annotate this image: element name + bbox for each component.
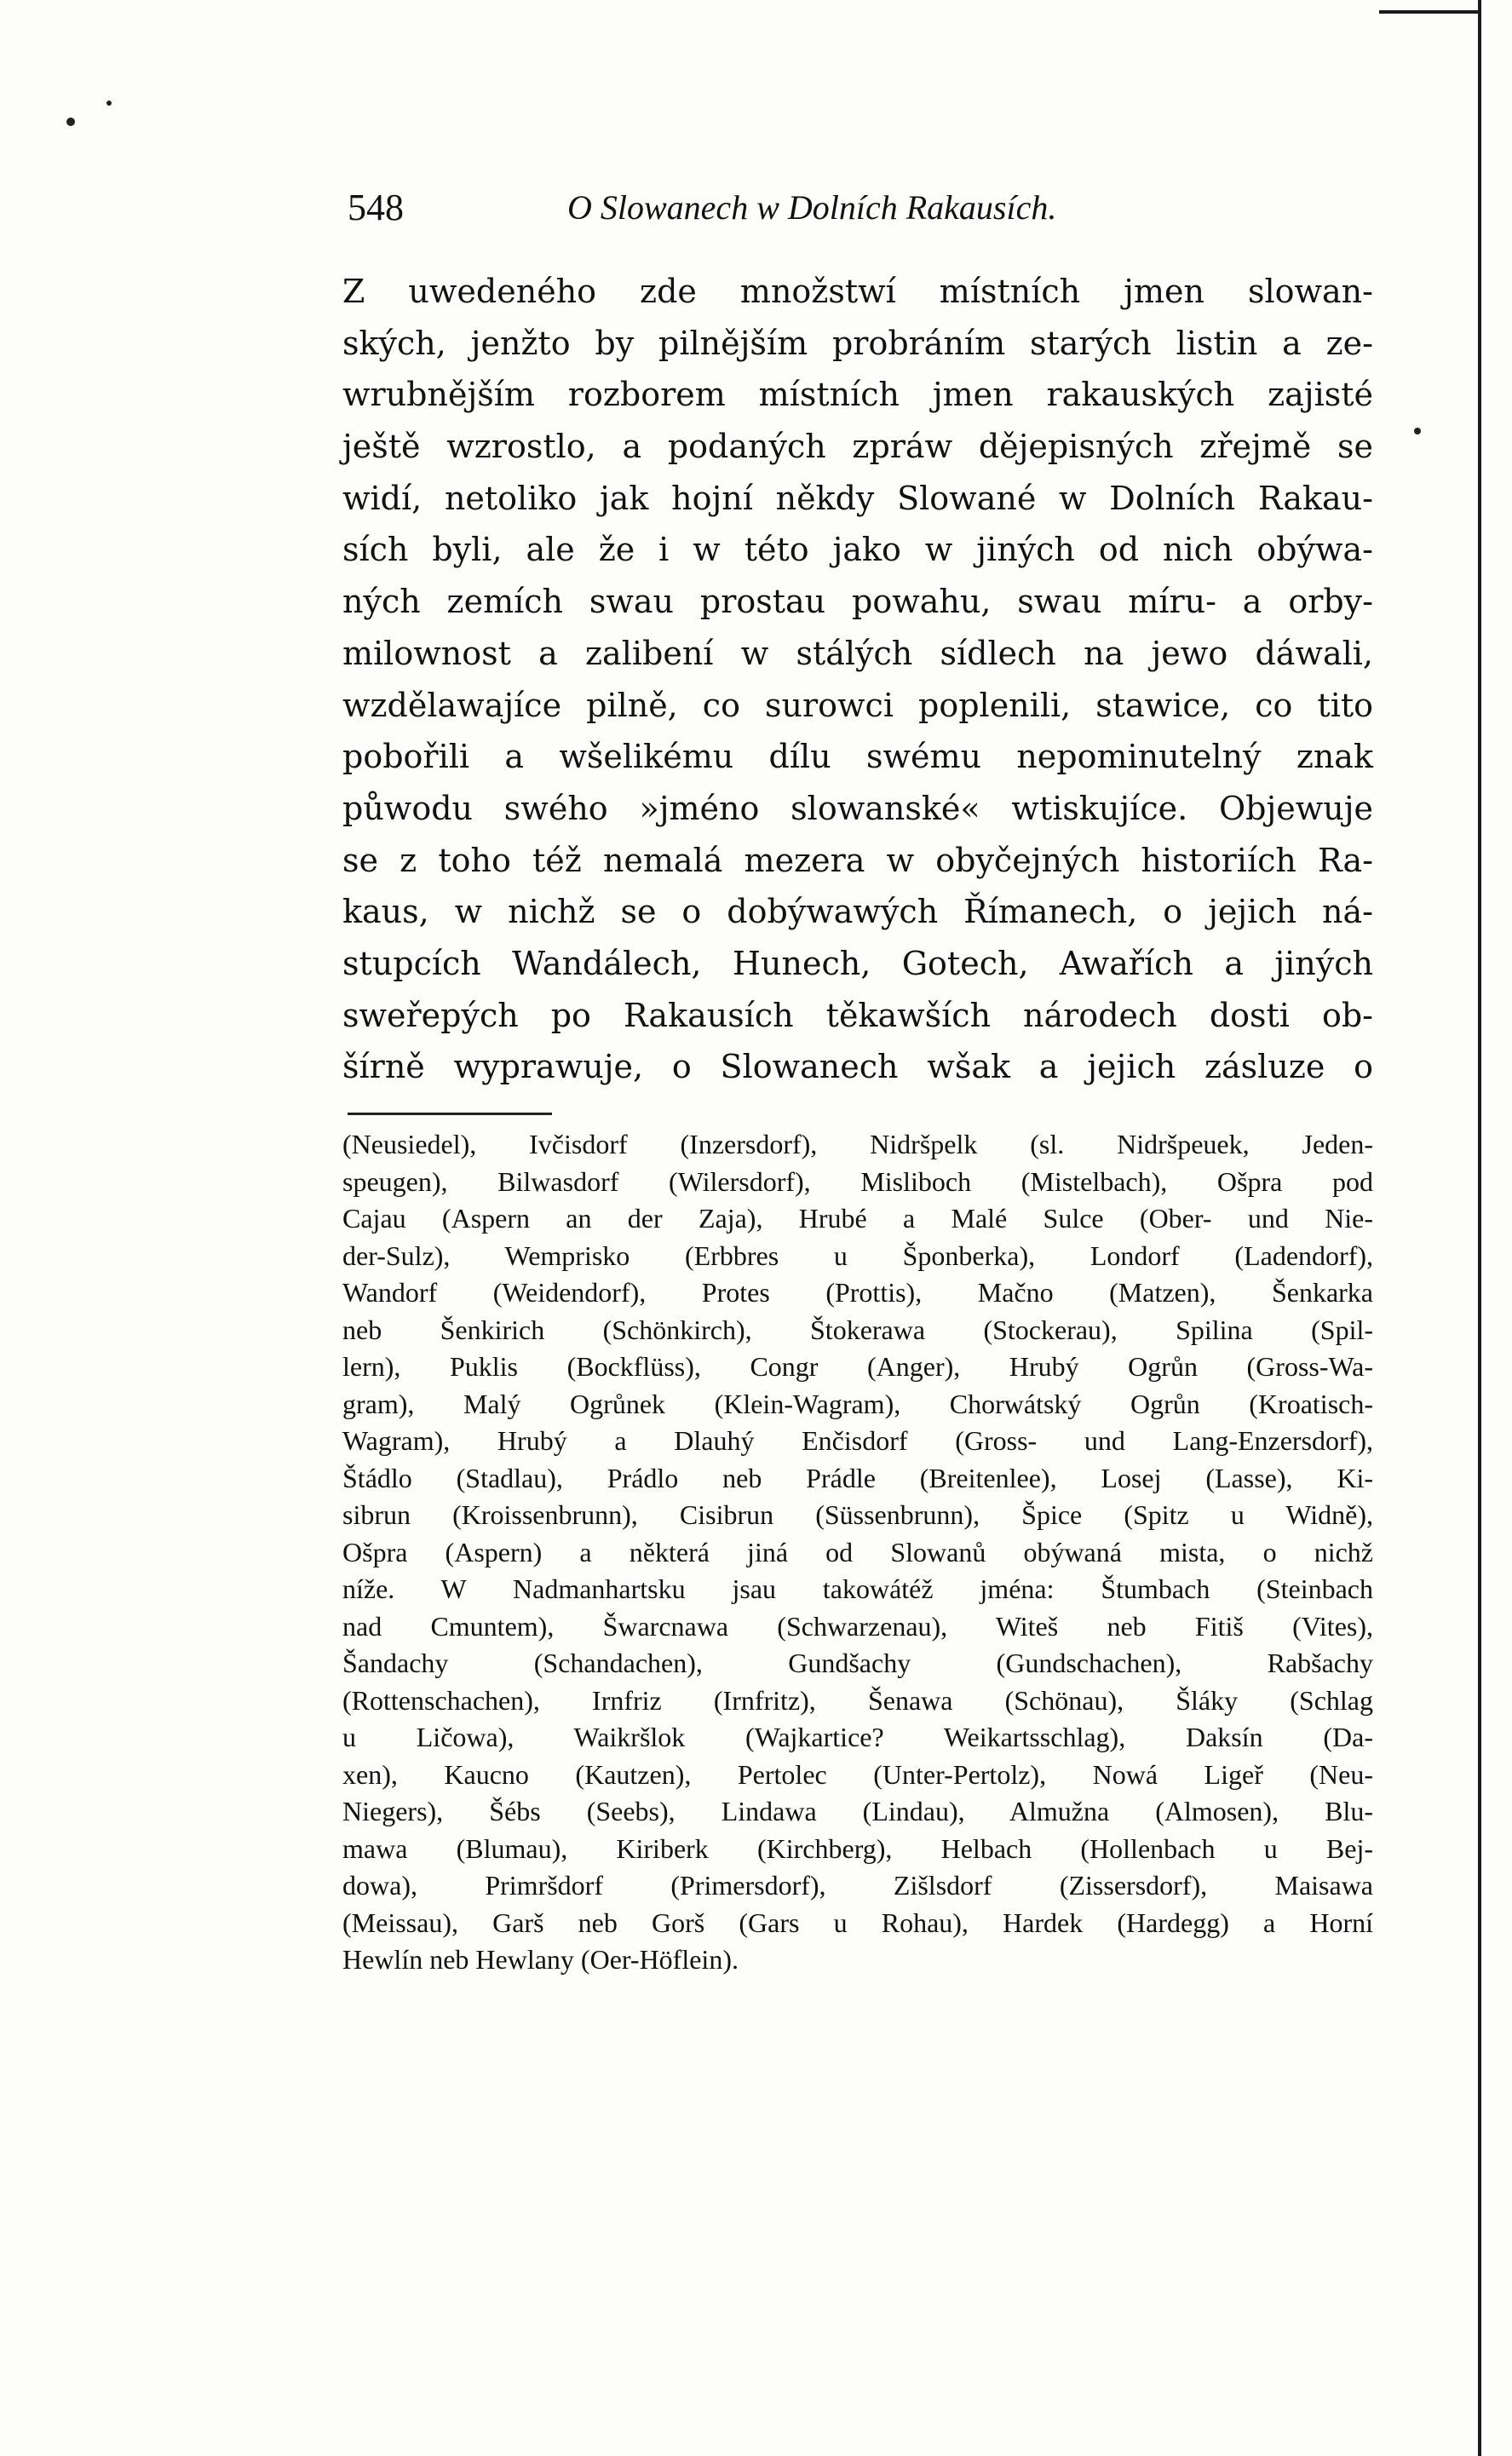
footnote-line: (Rottenschachen), Irnfriz (Irnfritz), Šenawa (Schönau), Šláky (Schlag	[342, 1684, 1373, 1716]
footnote-line: Ošpra (Aspern) a některá jiná od Slowanů obýwaná mista, o nichž	[342, 1536, 1373, 1567]
footnote-line: mawa (Blumau), Kiriberk (Kirchberg), Helbach (Hollenbach u Bej-	[342, 1832, 1373, 1864]
footnote-line: u Ličowa), Waikršlok (Wajkartice? Weikartsschlag), Daksín (Da-	[342, 1722, 1373, 1752]
dust-speck	[66, 118, 75, 126]
body-line: Z uwedeného zde množstwí místních jmen slowan-	[342, 273, 1373, 310]
dust-speck	[1414, 428, 1421, 434]
page-edge-shadow	[1478, 0, 1481, 2456]
body-line: milownost a zalibení w stálých sídlech na jewo dáwali,	[342, 634, 1373, 672]
footnote-line: Šandachy (Schandachen), Gundšachy (Gundschachen), Rabšachy	[342, 1648, 1373, 1678]
footnote-line: Wagram), Hrubý a Dlauhý Enčisdorf (Gross- und Lang-Enzersdorf),	[342, 1425, 1373, 1456]
footnote-line: neb Šenkirich (Schönkirch), Štokerawa (Stockerau), Spilina (Spil-	[342, 1314, 1373, 1345]
footnote-line: nad Cmuntem), Šwarcnawa (Schwarzenau), Witeš neb Fitiš (Vites),	[342, 1610, 1373, 1642]
footnote-line: gram), Malý Ogrůnek (Klein-Wagram), Chorwátský Ogrůn (Kroatisch-	[342, 1388, 1373, 1419]
body-line: šírně wyprawuje, o Slowanech wšak a jejich zásluze o	[342, 1048, 1373, 1086]
footnote-line: Niegers), Šébs (Seebs), Lindawa (Lindau), Almužna (Almosen), Blu-	[342, 1796, 1373, 1826]
body-line: wzdělawajíce pilně, co surowci poplenili, stawice, co tito	[342, 686, 1373, 724]
footnote-separator	[348, 1113, 552, 1115]
body-line: půwodu swého »jméno slowanské« wtiskujíce. Objewuje	[342, 789, 1373, 827]
body-line: kaus, w nichž se o dobýwawých Římanech, o jejich ná-	[342, 893, 1373, 931]
body-line: ještě wzrostlo, a podaných zpráw dějepisných zřejmě se	[342, 428, 1373, 466]
body-line: ských, jenžto by pilnějším probráním starých listin a ze-	[342, 324, 1373, 362]
body-line: pobořili a wšelikému dílu swému nepominutelný znak	[342, 738, 1373, 776]
footnote-line: Hewlín neb Hewlany (Oer-Höflein).	[342, 1944, 739, 1975]
footnote-line: dowa), Primršdorf (Primersdorf), Zišlsdorf (Zissersdorf), Maisawa	[342, 1870, 1373, 1901]
footnote-line: xen), Kaucno (Kautzen), Pertolec (Unter-Pertolz), Nowá Ligeř (Neu-	[342, 1758, 1373, 1790]
footnote-line: speugen), Bilwasdorf (Wilersdorf), Misliboch (Mistelbach), Ošpra pod	[342, 1165, 1373, 1197]
footnote-line: der-Sulz), Wemprisko (Erbbres u Šponberka), Londorf (Ladendorf),	[342, 1240, 1373, 1271]
dust-speck	[106, 101, 112, 106]
footnote-line: Wandorf (Weidendorf), Protes (Prottis), Mačno (Matzen), Šenkarka	[342, 1277, 1373, 1308]
page-number: 548	[348, 187, 404, 228]
body-line: sweřepých po Rakausích těkawších národech dosti ob-	[342, 996, 1373, 1034]
footnote-line: (Meissau), Garš neb Gorš (Gars u Rohau), Hardek (Hardegg) a Horní	[342, 1907, 1373, 1938]
body-line: stupcích Wandálech, Hunech, Gotech, Awařích a jiných	[342, 944, 1373, 982]
page-header	[348, 186, 1370, 237]
running-title: O Slowanech w Dolních Rakausích.	[567, 188, 1057, 227]
footnote-line: lern), Puklis (Bockflüss), Congr (Anger), Hrubý Ogrůn (Gross-Wa-	[342, 1351, 1373, 1382]
footnote-line: Cajau (Aspern an der Zaja), Hrubé a Malé Sulce (Ober- und Nie-	[342, 1203, 1373, 1234]
footnote-line: sibrun (Kroissenbrunn), Cisibrun (Süssenbrunn), Špice (Spitz u Widně),	[342, 1499, 1373, 1530]
page-edge-top	[1379, 10, 1481, 14]
body-line: sích byli, ale že i w této jako w jiných od nich obýwa-	[342, 531, 1373, 569]
footnote-line: Štádlo (Stadlau), Prádlo neb Prádle (Breitenlee), Losej (Lasse), Ki-	[342, 1462, 1373, 1493]
body-line: wrubnějším rozborem místních jmen rakauských zajisté	[342, 376, 1373, 414]
body-line: se z toho též nemalá mezera w obyčejných historiích Ra-	[342, 841, 1373, 879]
footnote	[342, 1126, 1373, 1979]
body-text	[342, 266, 1373, 1093]
footnote-line: (Neusiedel), Ivčisdorf (Inzersdorf), Nidršpelk (sl. Nidršpeuek, Jeden-	[342, 1129, 1373, 1159]
body-line: ných zemích swau prostau powahu, swau míru- a orby-	[342, 583, 1373, 621]
footnote-line: níže. W Nadmanhartsku jsau takowátéž jména: Štumbach (Steinbach	[342, 1573, 1373, 1604]
body-line: widí, netoliko jak hojní někdy Slowané w Dolních Rakau-	[342, 479, 1373, 517]
